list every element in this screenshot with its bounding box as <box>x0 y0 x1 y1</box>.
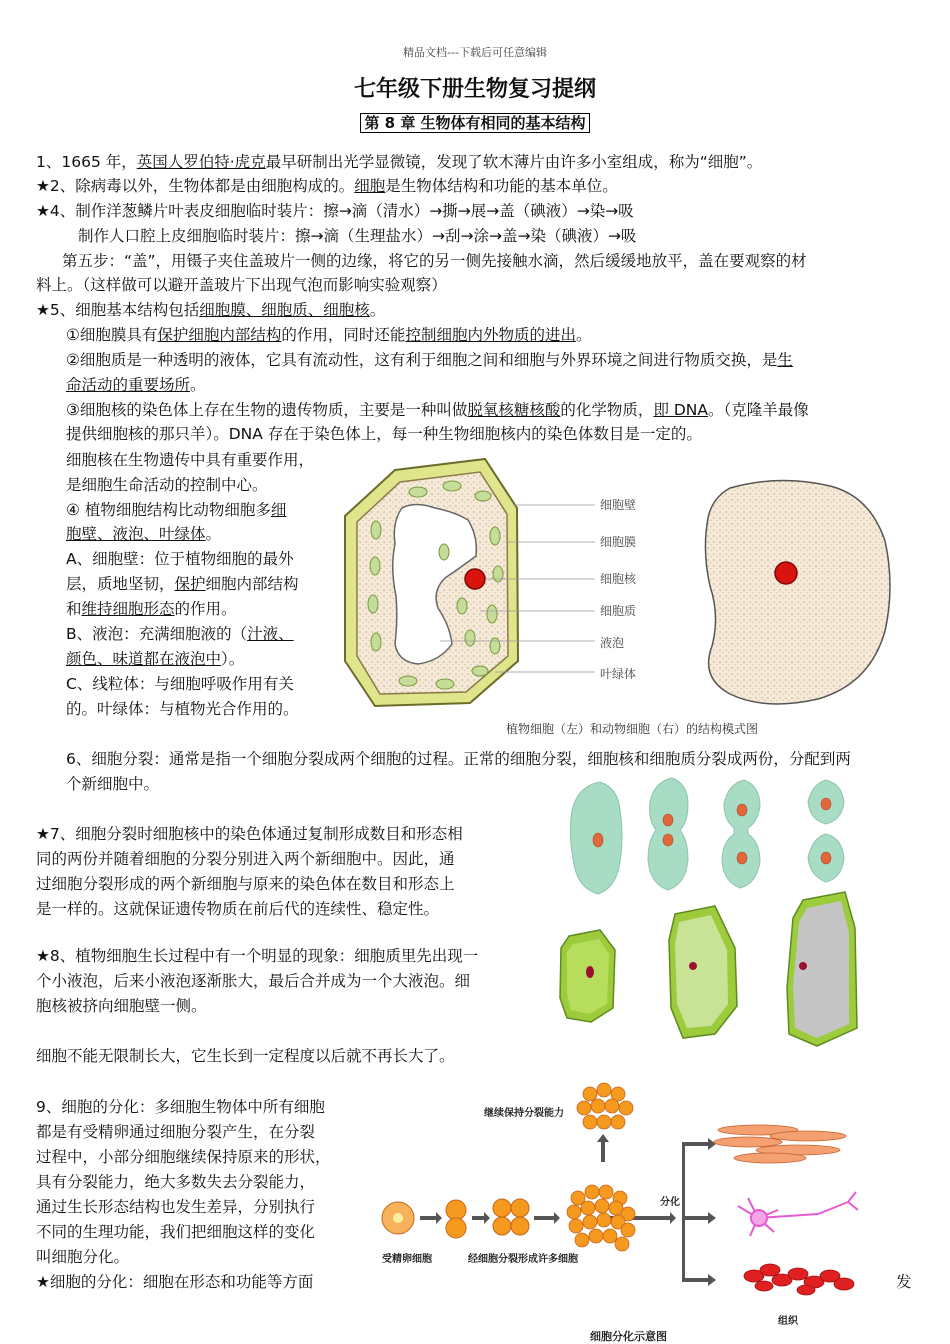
l7-b: 的作用。 <box>174 600 237 618</box>
label-cytoplasm: 细胞质 <box>600 604 637 618</box>
paragraph-9-line-3: 过程中，小部分细胞继续保持原来的形状， <box>36 1148 331 1166</box>
p53-prefix: ③细胞核的染色体上存在生物的遗传物质，主要是一种叫做 <box>66 401 468 419</box>
left-line-11: 的。叶绿体：与植物光合作用的。 <box>66 700 299 718</box>
l7-a: 和 <box>66 600 82 618</box>
l8-a: B、液泡：充满细胞液的（ <box>66 625 248 643</box>
l4-u: 胞壁、液泡、叶绿体 <box>66 525 206 543</box>
p1-rest: 最早研制出光学显微镜，发现了软木薄片由许多小室组成，称为“细胞”。 <box>265 153 763 171</box>
paragraph-5-2a <box>66 348 793 372</box>
growth-stage-1 <box>560 930 615 1022</box>
animal-nucleus <box>775 562 797 584</box>
p51-mid: 的作用，同时还能 <box>281 326 406 344</box>
cell-differentiation-figure <box>378 1080 878 1320</box>
paragraph-5 <box>36 298 385 322</box>
paragraph-9-line-6: 不同的生理功能，我们把细胞这样的变化 <box>36 1223 316 1241</box>
diff-label-differentiation: 分化 <box>660 1197 680 1208</box>
left-line-9 <box>66 647 244 671</box>
left-line-5: A、细胞壁：位于植物细胞的最外 <box>66 550 294 568</box>
p52a-text: ②细胞质是一种透明的液体，它具有流动性，这有利于细胞之间和细胞与外界环境之间进行物质交换，是 <box>66 351 778 369</box>
cell-cluster <box>567 1185 635 1251</box>
l3-text: ④ 植物细胞结构比动物细胞多 <box>66 501 271 519</box>
paragraph-5-3b: 提供细胞核的那只羊）。DNA 存在于染色体上，每一种生物细胞核内的染色体数目是一定的。 <box>66 425 702 443</box>
p53-u2: 即 DNA <box>653 401 708 419</box>
muscle-tissue <box>714 1125 846 1163</box>
stage-cells <box>382 1199 529 1238</box>
l6-b: 细胞内部结构 <box>205 575 299 593</box>
chapter-heading <box>0 112 950 133</box>
p53-suffix: 。（克隆羊最像 <box>708 401 809 419</box>
paragraph-6b: 个新细胞中。 <box>66 775 160 793</box>
paragraph-9-line-8: ★细胞的分化：细胞在形态和功能等方面 <box>36 1273 314 1291</box>
left-line-10: C、线粒体：与细胞呼吸作用有关 <box>66 675 294 693</box>
label-nucleus: 细胞核 <box>600 572 637 586</box>
page-header: 精品文档---下载后可任意编辑 <box>403 46 547 59</box>
paragraph-8-line-3: 胞核被挤向细胞壁一侧。 <box>36 997 207 1015</box>
p52b-text: 。 <box>190 376 206 394</box>
paragraph-9-line-1: 9、细胞的分化：多细胞生物体中所有细胞 <box>36 1098 325 1116</box>
paragraph-4d: 料上。（这样做可以避开盖玻片下出现气泡而影响实验观察） <box>36 276 447 294</box>
left-line-4 <box>66 522 221 546</box>
growth-stage-2 <box>669 906 737 1038</box>
diff-label-keep: 继续保持分裂能力 <box>484 1108 564 1119</box>
plant-nucleus <box>465 569 485 589</box>
l9-b: ）。 <box>221 650 245 668</box>
paragraph-8-line-2: 个小液泡，后来小液泡逐渐胀大，最后合并成为一个大液泡。细 <box>36 972 471 990</box>
paragraph-7-line-1: ★7、细胞分裂时细胞核中的染色体通过复制形成数目和形态相 <box>36 825 463 843</box>
l4-text: 。 <box>205 525 222 543</box>
l3-u: 细 <box>270 501 287 519</box>
p1-hooke: 英国人罗伯特·虎克 <box>136 153 266 171</box>
diff-label-tissue: 组织 <box>778 1316 798 1327</box>
p2-key: 细胞 <box>354 177 386 195</box>
p53-mid: 的化学物质， <box>560 401 654 419</box>
p5-suffix: 。 <box>369 301 386 319</box>
diff-caption: 细胞分化示意图 <box>590 1330 667 1343</box>
p5-prefix: ★5、细胞基本结构包括 <box>36 301 200 319</box>
paragraph-8b: 细胞不能无限制长大，它生长到一定程度以后就不再长大了。 <box>36 1047 455 1065</box>
l8-u: 汁液、 <box>247 625 294 643</box>
paragraph-4a: ★4、制作洋葱鳞片叶表皮细胞临时装片：擦→滴（清水）→撕→展→盖（碘液）→染→吸 <box>36 202 634 220</box>
p51-suffix: 。 <box>575 326 592 344</box>
left-line-8 <box>66 622 294 646</box>
diff-label-many: 经细胞分裂形成许多细胞 <box>468 1254 578 1265</box>
paragraph-1 <box>36 150 762 174</box>
left-line-2: 是细胞生命活动的控制中心。 <box>66 476 268 494</box>
top-cluster <box>577 1083 633 1129</box>
label-vacuole: 液泡 <box>600 636 625 650</box>
label-cell-wall: 细胞壁 <box>600 498 637 512</box>
paragraph-2 <box>36 174 618 198</box>
cell-diagram-caption: 植物细胞（左）和动物细胞（右）的结构模式图 <box>506 722 759 736</box>
l9-u: 颜色、味道都在液泡中 <box>66 650 222 668</box>
l6-a: 层，质地坚韧， <box>66 575 175 593</box>
l6-u: 保护 <box>174 575 206 593</box>
label-chloroplast: 叶绿体 <box>600 667 637 681</box>
paragraph-4b: 制作人口腔上皮细胞临时装片：擦→滴（生理盐水）→刮→涂→盖→染（碘液）→吸 <box>78 227 637 245</box>
l7-u: 维持细胞形态 <box>81 600 175 618</box>
left-line-3 <box>66 498 286 522</box>
p5-parts: 细胞膜、细胞质、细胞核 <box>199 301 370 319</box>
p1-prefix: 1、1665 年， <box>36 153 137 171</box>
p51-prefix: ①细胞膜具有 <box>66 326 158 344</box>
p51-u1: 保护细胞内部结构 <box>157 326 282 344</box>
paragraph-9-line-7: 叫细胞分化。 <box>36 1248 130 1266</box>
paragraph-8-line-1: ★8、植物细胞生长过程中有一个明显的现象：细胞质里先出现一 <box>36 947 479 965</box>
diff-label-egg: 受精卵细胞 <box>382 1254 432 1265</box>
p2-rest: 是生物体结构和功能的基本单位。 <box>385 177 618 195</box>
left-line-7 <box>66 597 237 621</box>
label-cell-membrane: 细胞膜 <box>600 535 637 549</box>
paragraph-5-3a <box>66 398 809 422</box>
p51-u2: 控制细胞内外物质的进出 <box>405 326 576 344</box>
growth-stage-3 <box>787 892 857 1046</box>
chapter-title: 第 8 章 生物体有相同的基本结构 <box>360 113 589 133</box>
paragraph-6a: 6、细胞分裂：通常是指一个细胞分裂成两个细胞的过程。正常的细胞分裂，细胞核和细胞质分裂成两份，分配到两 <box>66 750 851 768</box>
paragraph-9-tail: 发 <box>896 1273 912 1291</box>
left-line-6 <box>66 572 299 596</box>
paragraph-7-line-3: 过细胞分裂形成的两个新细胞与原来的染色体在数目和形态上 <box>36 875 455 893</box>
blood-tissue <box>744 1264 854 1295</box>
paragraph-5-1 <box>66 323 591 347</box>
paragraph-7-line-4: 是一样的。这就保证遗传物质在前后代的连续性、稳定性。 <box>36 900 440 918</box>
p52a-u: 生 <box>777 351 793 369</box>
page-title: 七年级下册生物复习提纲 <box>353 76 596 102</box>
p53-u1: 脱氧核糖核酸 <box>467 401 561 419</box>
p2-prefix: ★2、除病毒以外，生物体都是由细胞构成的。 <box>36 177 355 195</box>
paragraph-9-line-4: 具有分裂能力，绝大多数失去分裂能力， <box>36 1173 316 1191</box>
paragraph-4c: 第五步：“盖”，用镊子夹住盖玻片一侧的边缘，将它的另一侧先接触水滴，然后缓缓地放平，盖在要观察的材 <box>62 252 807 270</box>
paragraph-9-line-5: 通过生长形态结构也发生差异，分别执行 <box>36 1198 316 1216</box>
animal-cell <box>705 480 890 704</box>
paragraph-5-2b <box>66 373 206 397</box>
left-line-1: 细胞核在生物遗传中具有重要作用， <box>66 451 315 469</box>
plant-cell <box>345 459 518 706</box>
paragraph-7-line-2: 同的两份并随着细胞的分裂分别进入两个新细胞中。因此，通 <box>36 850 455 868</box>
paragraph-9-line-2: 都是有受精卵通过细胞分裂产生，在分裂 <box>36 1123 316 1141</box>
nerve-cell <box>738 1192 858 1236</box>
plant-cell-growth-figure <box>555 888 875 1048</box>
p52b-u: 命活动的重要场所 <box>66 376 191 394</box>
